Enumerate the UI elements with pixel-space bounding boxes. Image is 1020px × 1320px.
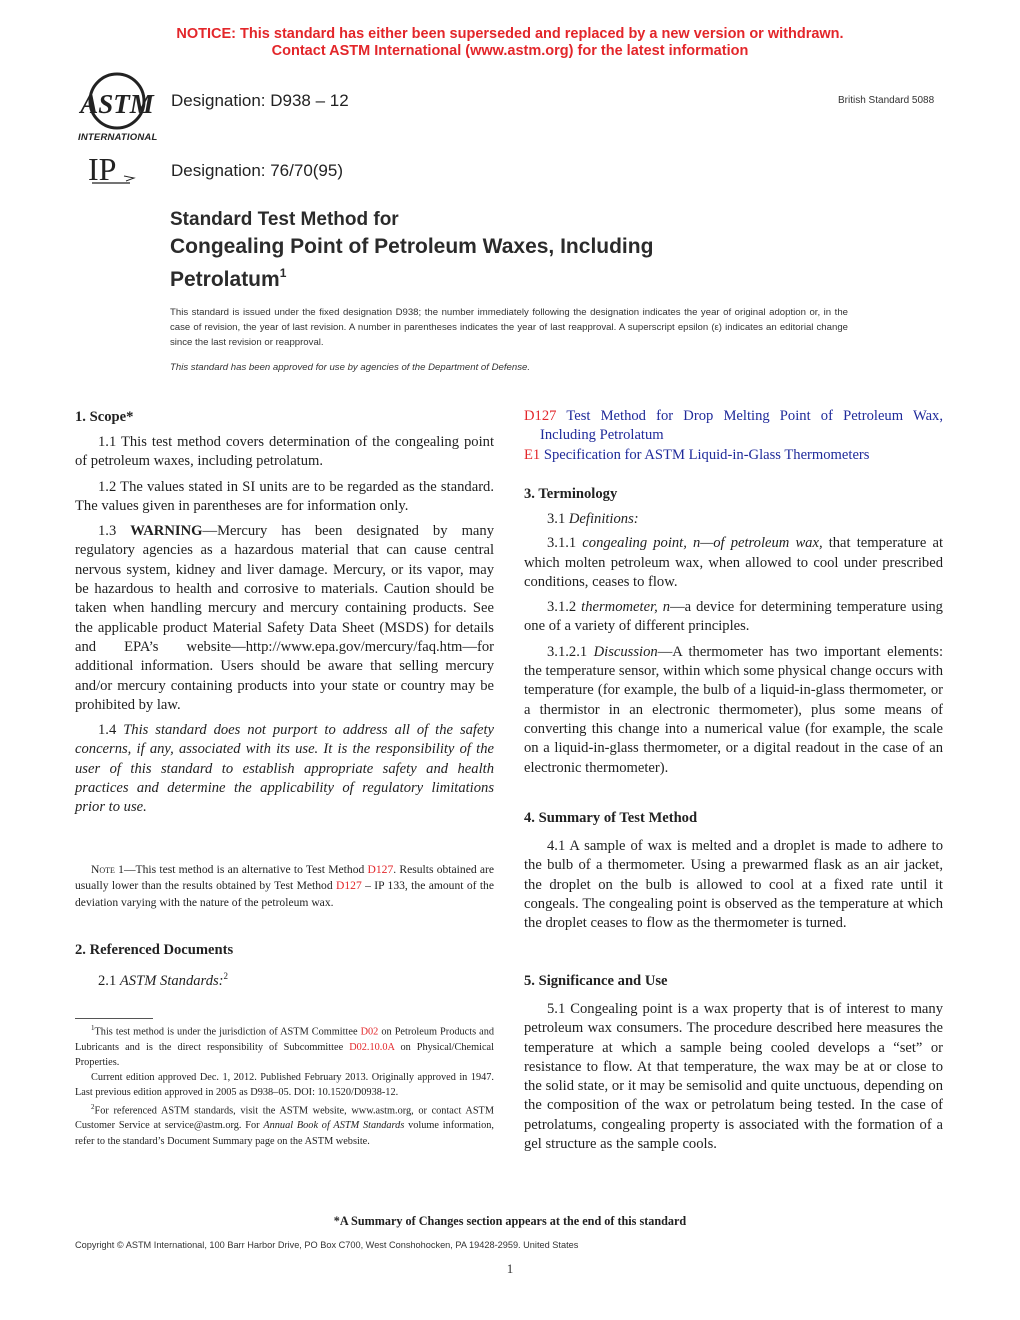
footnote-1-edition: Current edition approved Dec. 1, 2012. Published February 2013. Originally approved in 1947. Last previous edition approved in 2005 as D938–05. DOI: 10.1520/D0938-12. (75, 1071, 494, 1098)
astm-logo-subtext: INTERNATIONAL (78, 132, 158, 143)
para-4-1: 4.1 A sample of wax is melted and a droplet is made to adhere to the bulb of a thermometer. Using a prewarmed flask as an air jacket, the droplet on the bulb is allowed to cool at a fixed rate until it congeals. The congealing point is observed as the temperature at which the droplet ceases to flow as the thermometer is turned. (524, 838, 943, 932)
note-1: Note 1—This test method is an alternative to Test Method D127. Results obtained are usually lower than the results obtained by Test Method D127 – IP 133, the amount of the deviation varying with the nature of the petroleum wax. (75, 863, 495, 909)
ref-link-d02-10-0a[interactable]: D02.10.0A (349, 1041, 395, 1053)
para-1-3: 1.3 WARNING—Mercury has been designated by many regulatory agencies as a hazardous material that can cause central nervous system, kidney and liver damage. Mercury, or its vapor, may be hazardous to health and corrosive to materials. Caution should be taken when handling mercury and mercury containing products. See the applicable product Material Safety Data Sheet (MSDS) for details and EPA’s website—http://www.epa.gov/mercury/faq.htm—for additional information. Users should be aware that selling mercury and/or mercury containing products into your state or country may be prohibited by law. (75, 523, 494, 713)
british-standard: British Standard 5088 (838, 95, 935, 106)
para-3-1: 3.1 Definitions: (547, 511, 639, 527)
designation-ip: Designation: 76/70(95) (171, 161, 344, 180)
ip-logo-icon (84, 150, 140, 190)
ref-link-d127[interactable]: D127 (336, 879, 362, 893)
section-3-heading: 3. Terminology (524, 486, 618, 502)
title-line-2: Congealing Point of Petroleum Waxes, Including (170, 235, 654, 258)
ref-title-d127[interactable]: Test Method for Drop Melting Point of Petroleum Wax, Including Petrolatum (540, 408, 943, 444)
para-3-1-2-1: 3.1.2.1 Discussion—A thermometer has two important elements: the temperature sensor, within which some physical change occurs with temperature (for example, the bulb of a liquid-in-glass thermometer, or a thermistor in an electronic thermometer), plus some means of converting this change into a numerical value (for example, the scale on a liquid-in-glass thermometer, or a digital readout in the case of an electronic thermometer). (524, 643, 944, 776)
ref-code-e1[interactable]: E1 (524, 446, 541, 463)
section-2-heading: 2. Referenced Documents (75, 942, 234, 958)
title-footnote-mark: 1 (279, 266, 287, 280)
summary-body (524, 837, 943, 933)
terminology-body (524, 510, 943, 778)
para-1-2: 1.2 The values stated in SI units are to be regarded as the standard. The values given in parentheses are for information only. (75, 478, 494, 514)
significance-body (524, 1000, 943, 1154)
title-line-3: Petrolatum$^1$ (170, 266, 287, 291)
summary-of-changes-note: *A Summary of Changes section appears at the end of this standard (333, 1214, 687, 1228)
svg-text:IP: IP (88, 151, 117, 187)
left-column-body (75, 433, 494, 818)
astm-logo-icon (74, 72, 160, 132)
footnote-1: $^1$This test method is under the jurisdiction of ASTM Committee D02 on Petroleum Products and Lubricants and is the direct responsibility of Subcommittee D02.10.0A on Physical/Chemical Properties. (75, 1024, 495, 1068)
ref-code-d127[interactable]: D127 (524, 408, 557, 424)
footnotes (75, 1021, 494, 1149)
dod-approval-statement: This standard has been approved for use by agencies of the Department of Defense. (170, 362, 530, 373)
title-line-1: Standard Test Method for (170, 209, 399, 230)
notice-line-1: NOTICE: This standard has either been superseded and replaced by a new version or withdrawn. (176, 26, 844, 42)
para-5-1: 5.1 Congealing point is a wax property that is of interest to many petroleum wax consumers. The procedure described here measures the temperature at which a sample being cooled develops a “set” or resistance to flow. At that temperature, the wax may be at or close to the solid state, or it may be semisolid and quite unctuous, depending on the composition of the wax or petrolatum being tested. In the case of petrolatums, congealing property is associated with the formation of a gel structure as the sample cools. (524, 1001, 943, 1153)
page-number: 1 (506, 1261, 514, 1276)
para-1-1: 1.1 This test method covers determination of the congealing point of petroleum waxes, including petrolatum. (75, 434, 494, 470)
para-3-1-2: 3.1.2 thermometer, n—a device for determining temperature using one of a variety of different principles. (524, 599, 943, 635)
para-3-1-1: 3.1.1 congealing point, n—of petroleum wax, that temperature at which molten petroleum wax, when allowed to cool under prescribed conditions, ceases to flow. (524, 535, 944, 590)
svg-text:ASTM: ASTM (80, 89, 154, 119)
referenced-standards-list (524, 407, 943, 465)
notice-line-2: Contact ASTM International (www.astm.org) for the latest information (271, 43, 749, 59)
withdrawn-notice (0, 26, 1020, 60)
ref-item-e1 (524, 446, 943, 465)
issuance-statement: This standard is issued under the fixed designation D938; the number immediately following the designation indicates the year of original adoption or, in the case of revision, the year of last revision. A number in parentheses indicates the year of last reapproval. A superscript epsilon (ε) indicates an editorial change since the last revision or reapproval. (170, 307, 848, 348)
footnote-rule (75, 1018, 153, 1019)
ip-logo (84, 150, 140, 190)
document-title (170, 206, 653, 293)
ref-link-d127[interactable]: D127 (367, 863, 394, 876)
section-1-heading: 1. Scope* (75, 409, 134, 425)
section-5-heading: 5. Significance and Use (524, 973, 668, 989)
copyright-line: Copyright © ASTM International, 100 Barr Harbor Drive, PO Box C700, West Conshohocken, PA 19428-2959. United States (75, 1240, 579, 1250)
warning-label: WARNING (130, 523, 203, 540)
ref-item-d127 (524, 407, 943, 446)
ref-title-e1[interactable]: Specification for ASTM Liquid-in-Glass Thermometers (540, 446, 870, 463)
designation-astm: Designation: D938 – 12 (171, 91, 349, 110)
footnote-2: $^2$For referenced ASTM standards, visit the ASTM website, www.astm.org, or contact ASTM Customer Service at service@astm.org. For Annual Book of ASTM Standards volume information, refer to the standard’s Document Summary page on the ASTM website. (75, 1102, 494, 1147)
section-4-heading: 4. Summary of Test Method (524, 810, 698, 826)
astm-logo (74, 72, 160, 144)
ref-link-d02[interactable]: D02 (360, 1026, 379, 1038)
para-2-1: 2.1 ASTM Standards:$^2$ (98, 971, 229, 989)
para-1-4: 1.4 This standard does not purport to address all of the safety concerns, if any, associated with its use. It is the responsibility of the user of this standard to establish appropriate safety and health practices and determine the applicability of regulatory limitations prior to use. (75, 722, 494, 816)
